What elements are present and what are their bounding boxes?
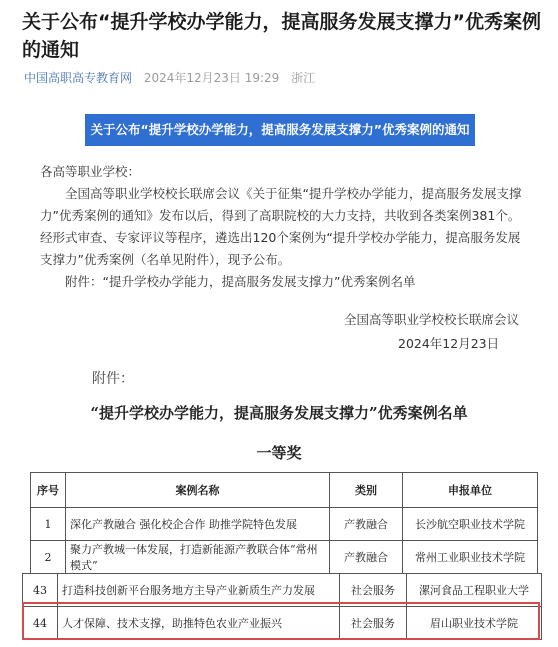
row-category: 产教融合 — [330, 541, 403, 574]
signature-org: 全国高等职业学校校长联席会议 — [344, 312, 520, 327]
attachment-label: 附件： — [92, 371, 134, 387]
attachment-line: 附件：“提升学校办学能力，提高服务发展支撑力”优秀案例名单 — [65, 274, 416, 289]
article-title: 关于公布“提升学校办学能力，提高服务发展支撑力”优秀案例的通知 — [22, 11, 541, 61]
row-num: 43 — [23, 574, 58, 607]
publish-time: 2024年12月23日 19:29 — [143, 71, 280, 85]
row-unit: 长沙航空职业技术学院 — [403, 508, 538, 541]
row-num: 2 — [31, 541, 66, 574]
article-meta — [24, 69, 315, 86]
row-unit: 常州工业职业技术学院 — [403, 541, 538, 574]
header-num: 序号 — [31, 473, 66, 508]
notice-paragraph: 全国高等职业学校校长联席会议《关于征集“提升学校办学能力，提高服务发展支撑力”优秀案例的通知》发布以后，得到了高职院校的大力支持，共收到各类案例381个。经形式审查、专家评议等程序，遴选出120个案例为“提升学校办学能力，提高服务发展支撑力”优秀案例（名单见附件），现予公布。 — [40, 186, 522, 267]
row-name: 聚力产教城一体发展，打造新能源产教联合体“常州模式” — [66, 541, 330, 574]
list-title: “提升学校办学能力，提高服务发展支撑力”优秀案例名单 — [90, 404, 468, 422]
row-unit: 漯河食品工程职业大学 — [407, 574, 542, 607]
row-unit: 眉山职业技术学院 — [407, 607, 542, 640]
row-num: 44 — [23, 607, 58, 640]
publish-location: 浙江 — [291, 71, 316, 85]
row-num: 1 — [31, 508, 66, 541]
notice-banner: 关于公布“提升学校办学能力，提高服务发展支撑力”优秀案例的通知 — [85, 114, 475, 146]
header-name: 案例名称 — [66, 473, 330, 508]
cases-table-top — [30, 472, 538, 574]
row-name: 打造科技创新平台服务地方主导产业新质生产力发展 — [58, 574, 340, 607]
highlight-box — [22, 602, 540, 640]
table-row — [31, 541, 538, 574]
row-category: 社会服务 — [340, 574, 407, 607]
row-name: 深化产教融合 强化校企合作 助推学院特色发展 — [66, 508, 330, 541]
table-header-row — [31, 473, 538, 508]
signature-date: 2024年12月23日 — [398, 336, 500, 351]
row-category: 产教融合 — [330, 508, 403, 541]
table-row — [31, 508, 538, 541]
row-name: 人才保障、技术支撑，助推特色农业产业振兴 — [58, 607, 340, 640]
source-link[interactable]: 中国高职高专教育网 — [24, 71, 133, 85]
salutation: 各高等职业学校： — [40, 164, 141, 179]
prize-heading: 一等奖 — [256, 444, 302, 462]
header-category: 类别 — [330, 473, 403, 508]
attachment-image — [0, 362, 558, 647]
header-unit: 申报单位 — [403, 473, 538, 508]
notice-body — [40, 161, 530, 293]
row-category: 社会服务 — [340, 607, 407, 640]
